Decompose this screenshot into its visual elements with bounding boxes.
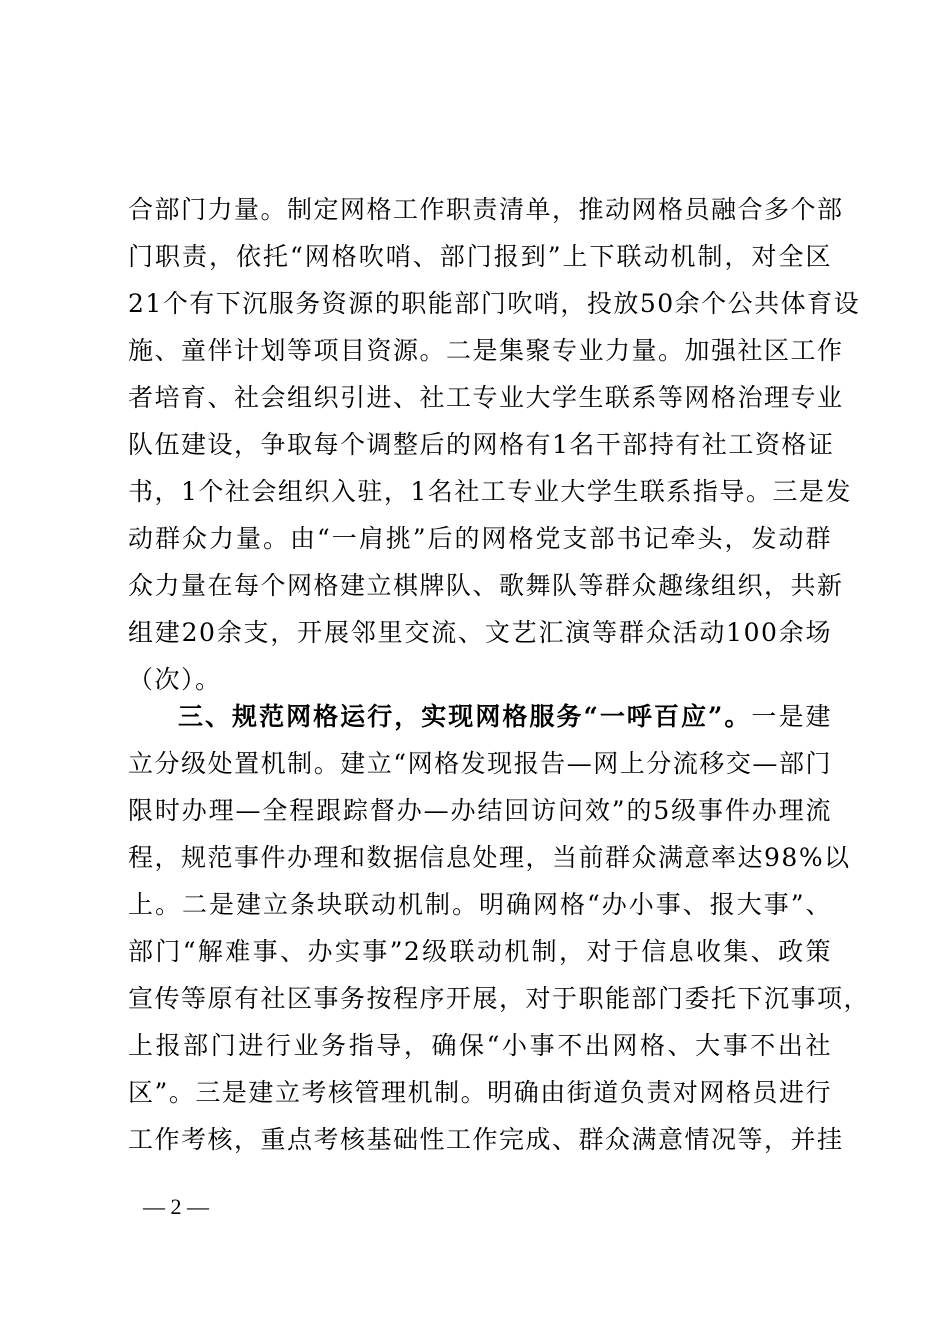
paragraph-line: 限时办理—全程跟踪督办—办结回访问效”的5级事件办理流 [128,796,832,825]
paragraph-line: 队伍建设，争取每个调整后的网格有1名干部持有社工资格证 [128,430,835,459]
paragraph-line: 部门“解难事、办实事”2级联动机制，对于信息收集、政策 [128,937,832,966]
section-heading-line [128,693,832,740]
paragraph-line: 上报部门进行业务指导，确保“小事不出网格、大事不出社 [128,1031,832,1060]
paragraph-line: 立分级处置机制。建立“网格发现报告—网上分流移交—部门 [128,749,832,778]
paragraph-line: 21个有下沉服务资源的职能部门吹哨，投放50余个公共体育设 [128,289,861,318]
paragraph-line: 动群众力量。由“一肩挑”后的网格党支部书记牵头，发动群 [128,524,832,553]
paragraph-line: 区”。三是建立考核管理机制。明确由街道负责对网格员进行 [128,1078,832,1107]
paragraph-line: 众力量在每个网格建立棋牌队、歌舞队等群众趣缘组织，共新 [128,571,844,600]
paragraph-line: 组建20余支，开展邻里交流、文艺汇演等群众活动100余场 [128,618,832,647]
paragraph-1 [128,186,861,703]
paragraph-line: 施、童伴计划等项目资源。二是集聚专业力量。加强社区工作 [128,336,844,365]
section-heading: 三、规范网格运行，实现网格服务“一呼百应”。 [178,702,752,731]
paragraph-line: 宣传等原有社区事务按程序开展，对于职能部门委托下沉事项， [128,984,871,1013]
paragraph-2 [128,693,871,1163]
paragraph-line: 程，规范事件办理和数据信息处理，当前群众满意率达98%以 [128,843,851,872]
paragraph-line: 书，1个社会组织入驻，1名社工专业大学生联系指导。三是发 [128,477,852,506]
paragraph-line: 工作考核，重点考核基础性工作完成、群众满意情况等，并挂 [128,1125,844,1154]
paragraph-line: 上。二是建立条块联动机制。明确网格“办小事、报大事”、 [128,890,832,919]
heading-line-rest: 一是建 [751,702,832,731]
page-number: — 2 — [143,1194,209,1219]
paragraph-line: 者培育、社会组织引进、社工专业大学生联系等网格治理专业 [128,383,844,412]
paragraph-line: （次）。 [128,665,222,694]
paragraph-line: 门职责，依托“网格吹哨、部门报到”上下联动机制，对全区 [128,242,832,271]
paragraph-line: 合部门力量。制定网格工作职责清单，推动网格员融合多个部 [128,195,844,224]
